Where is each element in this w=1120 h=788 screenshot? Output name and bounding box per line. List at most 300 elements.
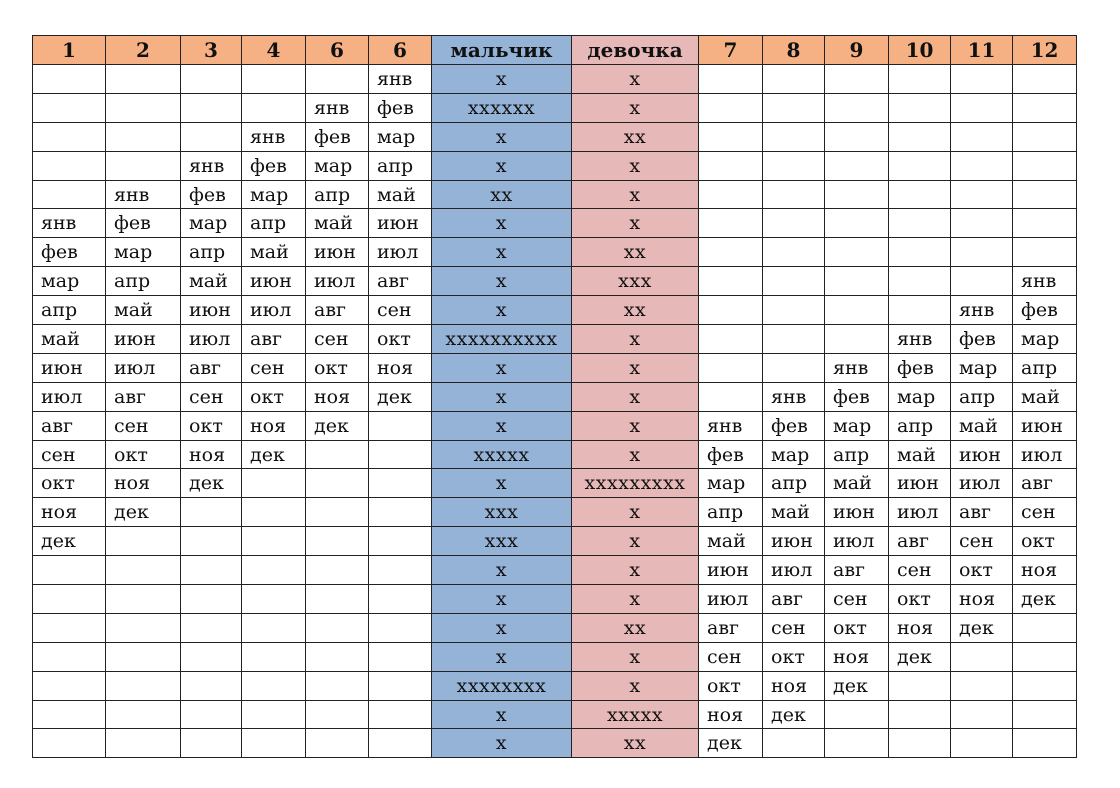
table-cell: мар [33,267,106,296]
table-cell [242,585,306,614]
table-cell [306,65,369,94]
table-cell [181,729,242,758]
table-cell [889,267,951,296]
table-cell [763,353,825,382]
table-cell [825,65,889,94]
boy-cell: x [432,65,572,94]
table-cell [1013,671,1077,700]
table-cell: фев [951,325,1013,354]
girl-cell: x [572,498,699,527]
table-cell: ноя [106,469,181,498]
table-cell: сен [889,556,951,585]
column-header-6: 6 [369,36,432,65]
column-header-girl: девочка [572,36,699,65]
table-cell [369,613,432,642]
table-cell: авг [242,325,306,354]
table-cell: май [699,527,763,556]
girl-cell: xx [572,238,699,267]
girl-cell: x [572,180,699,209]
table-cell: сен [825,585,889,614]
table-cell: фев [181,180,242,209]
table-cell: ноя [33,498,106,527]
table-cell [106,527,181,556]
table-cell [699,65,763,94]
table-cell: мар [181,209,242,238]
table-cell [369,469,432,498]
table-cell: апр [106,267,181,296]
table-cell: май [1013,382,1077,411]
table-cell: апр [951,382,1013,411]
boy-cell: x [432,382,572,411]
table-cell [763,325,825,354]
table-cell [106,151,181,180]
table-cell [951,671,1013,700]
table-cell: авг [369,267,432,296]
table-cell [1013,729,1077,758]
table-cell: июл [951,469,1013,498]
table-cell [889,296,951,325]
table-cell: мар [306,151,369,180]
table-cell: апр [242,209,306,238]
table-cell [763,729,825,758]
girl-cell: x [572,93,699,122]
table-cell: сен [1013,498,1077,527]
table-cell [242,65,306,94]
table-cell [699,238,763,267]
table-cell [889,65,951,94]
table-cell: апр [889,411,951,440]
boy-cell: x [432,585,572,614]
girl-cell: xx [572,613,699,642]
table-cell: сен [699,642,763,671]
table-cell [889,729,951,758]
table-cell: мар [951,353,1013,382]
table-row [33,613,1077,642]
column-header-9: 7 [699,36,763,65]
girl-cell: xx [572,729,699,758]
table-cell [1013,93,1077,122]
table-cell [369,585,432,614]
table-row [33,498,1077,527]
table-cell [825,209,889,238]
table-cell: май [825,469,889,498]
table-cell: фев [242,151,306,180]
table-cell [242,613,306,642]
table-cell [369,498,432,527]
table-cell: июн [889,469,951,498]
column-header-1: 1 [33,36,106,65]
boy-cell: x [432,209,572,238]
table-cell: дек [33,527,106,556]
girl-cell: x [572,151,699,180]
header-row [33,36,1077,65]
table-cell [242,671,306,700]
table-cell: ноя [369,353,432,382]
table-row [33,151,1077,180]
table-cell [951,267,1013,296]
table-cell: мар [763,440,825,469]
table-cell: окт [889,585,951,614]
boy-cell: x [432,122,572,151]
table-cell [181,585,242,614]
table-cell: июл [763,556,825,585]
table-cell [106,585,181,614]
table-cell: окт [699,671,763,700]
table-row [33,382,1077,411]
table-cell: май [242,238,306,267]
girl-cell: xxxxxxxxx [572,469,699,498]
table-cell: мар [369,122,432,151]
table-cell [699,209,763,238]
table-row [33,65,1077,94]
table-row [33,209,1077,238]
table-cell [825,267,889,296]
table-cell [306,498,369,527]
table-cell [763,180,825,209]
table-cell [889,671,951,700]
boy-cell: x [432,238,572,267]
table-cell [33,151,106,180]
table-row [33,296,1077,325]
table-cell: авг [763,585,825,614]
table-cell: мар [242,180,306,209]
girl-cell: x [572,585,699,614]
table-cell: сен [951,527,1013,556]
table-row [33,556,1077,585]
table-cell [951,642,1013,671]
table-cell [369,527,432,556]
table-row [33,585,1077,614]
table-cell: июн [369,209,432,238]
table-cell [306,613,369,642]
girl-cell: x [572,353,699,382]
table-cell: янв [1013,267,1077,296]
girl-cell: x [572,527,699,556]
table-cell: авг [33,411,106,440]
table-cell [306,527,369,556]
table-cell: июл [33,382,106,411]
table-cell: окт [763,642,825,671]
table-row [33,700,1077,729]
table-cell [242,729,306,758]
table-cell [181,93,242,122]
girl-cell: x [572,556,699,585]
table-cell [951,151,1013,180]
table-cell: дек [763,700,825,729]
table-cell [106,642,181,671]
table-cell [1013,151,1077,180]
table-cell [33,585,106,614]
boy-cell: x [432,613,572,642]
table-cell [242,556,306,585]
table-cell [106,729,181,758]
table-cell: янв [369,65,432,94]
table-cell [306,469,369,498]
table-cell [242,93,306,122]
table-cell [242,642,306,671]
table-row [33,267,1077,296]
table-cell [181,642,242,671]
table-cell [369,671,432,700]
table-cell [763,209,825,238]
table-cell [306,556,369,585]
table-row [33,671,1077,700]
boy-cell: x [432,296,572,325]
table-cell [242,498,306,527]
boy-cell: x [432,151,572,180]
table-cell: июл [369,238,432,267]
table-cell: авг [306,296,369,325]
table-cell [242,527,306,556]
column-header-12: 10 [889,36,951,65]
table-row [33,642,1077,671]
table-cell [951,65,1013,94]
table-cell: апр [306,180,369,209]
table-cell: июн [763,527,825,556]
table-cell: июн [242,267,306,296]
table-cell: июн [825,498,889,527]
table-row [33,411,1077,440]
boy-cell: x [432,267,572,296]
table-cell: мар [825,411,889,440]
table-cell: июл [242,296,306,325]
table-cell [889,209,951,238]
table-cell: дек [1013,585,1077,614]
table-cell [1013,180,1077,209]
table-cell: мар [699,469,763,498]
girl-cell: x [572,411,699,440]
table-cell [763,238,825,267]
column-header-10: 8 [763,36,825,65]
table-cell [763,151,825,180]
table-cell [1013,642,1077,671]
table-row [33,353,1077,382]
table-cell: июл [889,498,951,527]
table-cell [181,498,242,527]
table-cell [33,671,106,700]
table-cell [699,93,763,122]
table-cell: авг [825,556,889,585]
table-cell [1013,122,1077,151]
table-row [33,238,1077,267]
table-row [33,440,1077,469]
table-cell [699,382,763,411]
table-cell [33,93,106,122]
table-cell: сен [306,325,369,354]
table-cell [699,180,763,209]
table-cell: июн [106,325,181,354]
table-row [33,325,1077,354]
table-cell: июн [699,556,763,585]
table-cell: май [763,498,825,527]
girl-cell: xx [572,122,699,151]
table-cell: ноя [306,382,369,411]
table-cell: фев [106,209,181,238]
table-cell [369,642,432,671]
table-cell [825,122,889,151]
table-cell [33,613,106,642]
table-cell [825,93,889,122]
table-cell: дек [106,498,181,527]
table-cell: фев [33,238,106,267]
table-cell: июл [106,353,181,382]
table-cell: сен [763,613,825,642]
table-cell [763,93,825,122]
table-cell: май [33,325,106,354]
table-cell [242,700,306,729]
table-cell: май [369,180,432,209]
table-cell: ноя [699,700,763,729]
table-cell: янв [242,122,306,151]
table-cell [33,556,106,585]
boy-cell: xxx [432,527,572,556]
table-cell: апр [699,498,763,527]
table-cell: апр [33,296,106,325]
table-cell: июл [181,325,242,354]
table-cell [106,613,181,642]
girl-cell: xxx [572,267,699,296]
table-cell: июл [699,585,763,614]
table-cell [181,527,242,556]
boy-cell: x [432,353,572,382]
table-cell: янв [33,209,106,238]
table-cell [33,642,106,671]
table-cell [889,700,951,729]
column-header-boy: мальчик [432,36,572,65]
table-cell [951,729,1013,758]
column-header-2: 2 [106,36,181,65]
girl-cell: x [572,671,699,700]
table-cell [33,122,106,151]
table-cell: май [181,267,242,296]
table-cell: авг [106,382,181,411]
table-cell [1013,65,1077,94]
boy-cell: xxxxxx [432,93,572,122]
table-row [33,729,1077,758]
girl-cell: xxxxx [572,700,699,729]
table-cell: окт [242,382,306,411]
table-cell: окт [33,469,106,498]
table-cell [33,729,106,758]
table-cell [369,729,432,758]
table-cell: ноя [889,613,951,642]
table-cell [242,469,306,498]
table-cell: ноя [763,671,825,700]
table-cell [106,122,181,151]
table-cell: мар [106,238,181,267]
table-cell: июн [33,353,106,382]
boy-cell: xxxxx [432,440,572,469]
table-cell [306,585,369,614]
table-cell: дек [369,382,432,411]
table-cell [825,180,889,209]
table-cell: янв [699,411,763,440]
table-cell: мар [1013,325,1077,354]
table-cell [889,151,951,180]
table-row [33,93,1077,122]
table-cell [889,238,951,267]
girl-cell: x [572,642,699,671]
boy-cell: xxxxxxxx [432,671,572,700]
table-cell: дек [242,440,306,469]
table-cell [369,556,432,585]
table-row [33,180,1077,209]
table-cell [369,411,432,440]
table-cell: май [306,209,369,238]
table-cell [699,353,763,382]
table-cell [306,729,369,758]
table-cell: окт [181,411,242,440]
boy-cell: x [432,700,572,729]
column-header-4: 4 [242,36,306,65]
table-cell [106,671,181,700]
table-cell: авг [181,353,242,382]
table-cell: янв [181,151,242,180]
table-row [33,469,1077,498]
table-cell: июл [1013,440,1077,469]
table-cell [306,440,369,469]
table-cell: фев [1013,296,1077,325]
table-cell: сен [106,411,181,440]
table-cell: фев [889,353,951,382]
table-cell: янв [306,93,369,122]
table-cell [106,93,181,122]
table-cell: янв [889,325,951,354]
table-cell [33,180,106,209]
table-cell: сен [369,296,432,325]
column-header-3: 3 [181,36,242,65]
table-cell: июл [306,267,369,296]
table-cell [699,122,763,151]
table-cell: дек [825,671,889,700]
table-cell: ноя [951,585,1013,614]
table-cell: апр [1013,353,1077,382]
table-cell [1013,700,1077,729]
table-cell [369,700,432,729]
table-cell [181,671,242,700]
table-cell [106,65,181,94]
table-cell [181,122,242,151]
table-cell: окт [951,556,1013,585]
table-cell [699,296,763,325]
table-cell [825,325,889,354]
table-cell [699,151,763,180]
table-cell [181,556,242,585]
table-cell [33,65,106,94]
table-cell [763,122,825,151]
table-cell: мар [889,382,951,411]
table-cell: окт [306,353,369,382]
table-cell [106,700,181,729]
table-cell [106,556,181,585]
girl-cell: xx [572,296,699,325]
table-cell: дек [951,613,1013,642]
table-cell [951,122,1013,151]
boy-cell: xxx [432,498,572,527]
table-cell [306,700,369,729]
table-cell [699,325,763,354]
table-cell: сен [242,353,306,382]
table-cell: июн [951,440,1013,469]
table-cell [306,671,369,700]
table-cell: фев [306,122,369,151]
table-cell: сен [181,382,242,411]
girl-cell: x [572,382,699,411]
table-cell: май [889,440,951,469]
table-cell: апр [369,151,432,180]
table-cell [951,209,1013,238]
table-cell: ноя [825,642,889,671]
